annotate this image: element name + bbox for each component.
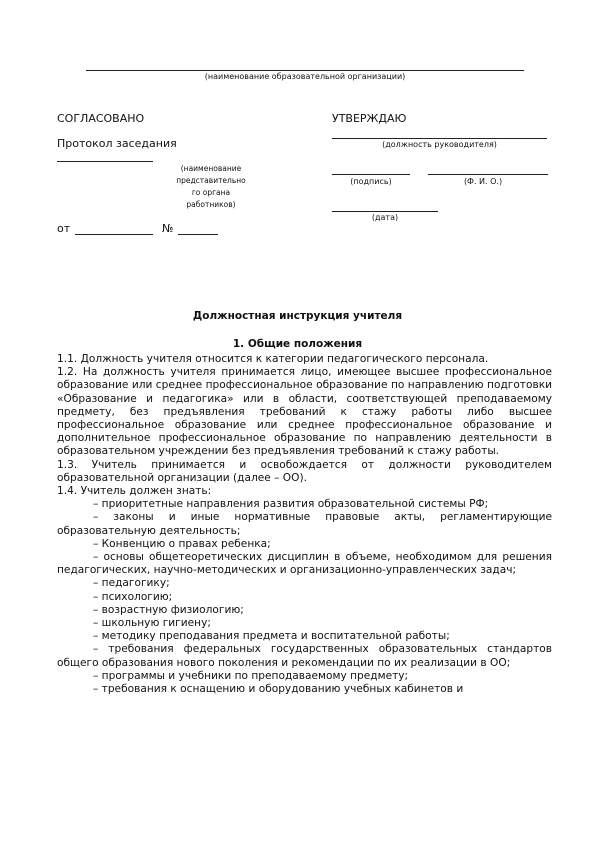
paragraph-1-4: 1.4. Учитель должен знать: [57, 485, 212, 498]
list-item: – требования к оснащению и оборудованию учебных кабинетов и [93, 683, 464, 696]
list-item: – законы и иные нормативные правовые акты, регламентирующие образовательную деятельность; [57, 511, 552, 537]
list-item: – школьную гигиену; [93, 617, 211, 630]
rep-caption-line-2: представительно [176, 176, 246, 185]
protocol-line [57, 161, 153, 162]
agreed-label: СОГЛАСОВАНО [57, 112, 145, 125]
list-item: – методику преподавания предмета и воспитательной работы; [93, 630, 450, 643]
list-item: – приоритетные направления развития образовательной системы РФ; [93, 498, 489, 511]
org-name-caption: (наименование образовательной организации) [204, 72, 406, 81]
from-label: от [57, 222, 71, 235]
rep-caption-line-3: го органа [191, 188, 231, 197]
list-item: – основы общетеоретических дисциплин в объеме, необходимом для решения педагогических, научно-методических и организационно-управленческих задач; [57, 551, 552, 577]
list-item: – Конвенцию о правах ребенка; [93, 537, 271, 550]
paragraph-1-2: 1.2. На должность учителя принимается лицо, имеющее высшее профессиональное образование или среднее профессиональное образование по направлению подготовки «Образование и педагогика» или в области, соответствующей преподаваемому предмету, без предъявления требований к стажу работы либо высшее профессиональное образование или среднее профессиональное образование и дополнительное профессиональное образование по направлению деятельности в образовательном учреждении без предъявления требований к стажу работы. [57, 366, 552, 458]
rep-caption-line-4: работников) [186, 200, 236, 209]
number-line [178, 234, 218, 235]
rep-caption-line-1: (наименование [180, 164, 242, 173]
org-name-line [86, 70, 524, 71]
paragraph-1-1: 1.1. Должность учителя относится к категории педагогического персонала. [57, 353, 489, 365]
list-item: – требования федеральных государственных образовательных стандартов общего образования нового поколения и рекомендации по их реализации в ОО; [57, 643, 552, 669]
position-line [332, 138, 547, 139]
signature-line [332, 174, 410, 175]
list-item: – педагогику; [93, 577, 170, 590]
rep-body-caption [156, 163, 266, 211]
knowledge-list [57, 498, 552, 696]
position-caption: (должность руководителя) [382, 140, 497, 149]
approve-label: УТВЕРЖДАЮ [332, 112, 407, 125]
section-title: 1. Общие положения [232, 338, 363, 350]
list-item: – возрастную физиологию; [93, 603, 244, 616]
document-body [57, 353, 552, 696]
protocol-label: Протокол заседания [57, 137, 177, 150]
date-caption: (дата) [371, 213, 399, 222]
from-date-line [75, 234, 153, 235]
list-item: – психологию; [93, 590, 173, 603]
name-caption: (Ф. И. О.) [463, 177, 503, 186]
number-sign: № [162, 222, 174, 235]
name-line [428, 174, 548, 175]
signature-caption: (подпись) [350, 177, 392, 186]
document-title: Должностная инструкция учителя [192, 310, 403, 322]
list-item: – программы и учебники по преподаваемому предмету; [93, 669, 409, 682]
paragraph-1-3: 1.3. Учитель принимается и освобождается от должности руководителем образовательной организации (далее – ОО). [57, 458, 552, 484]
date-line [332, 211, 438, 212]
